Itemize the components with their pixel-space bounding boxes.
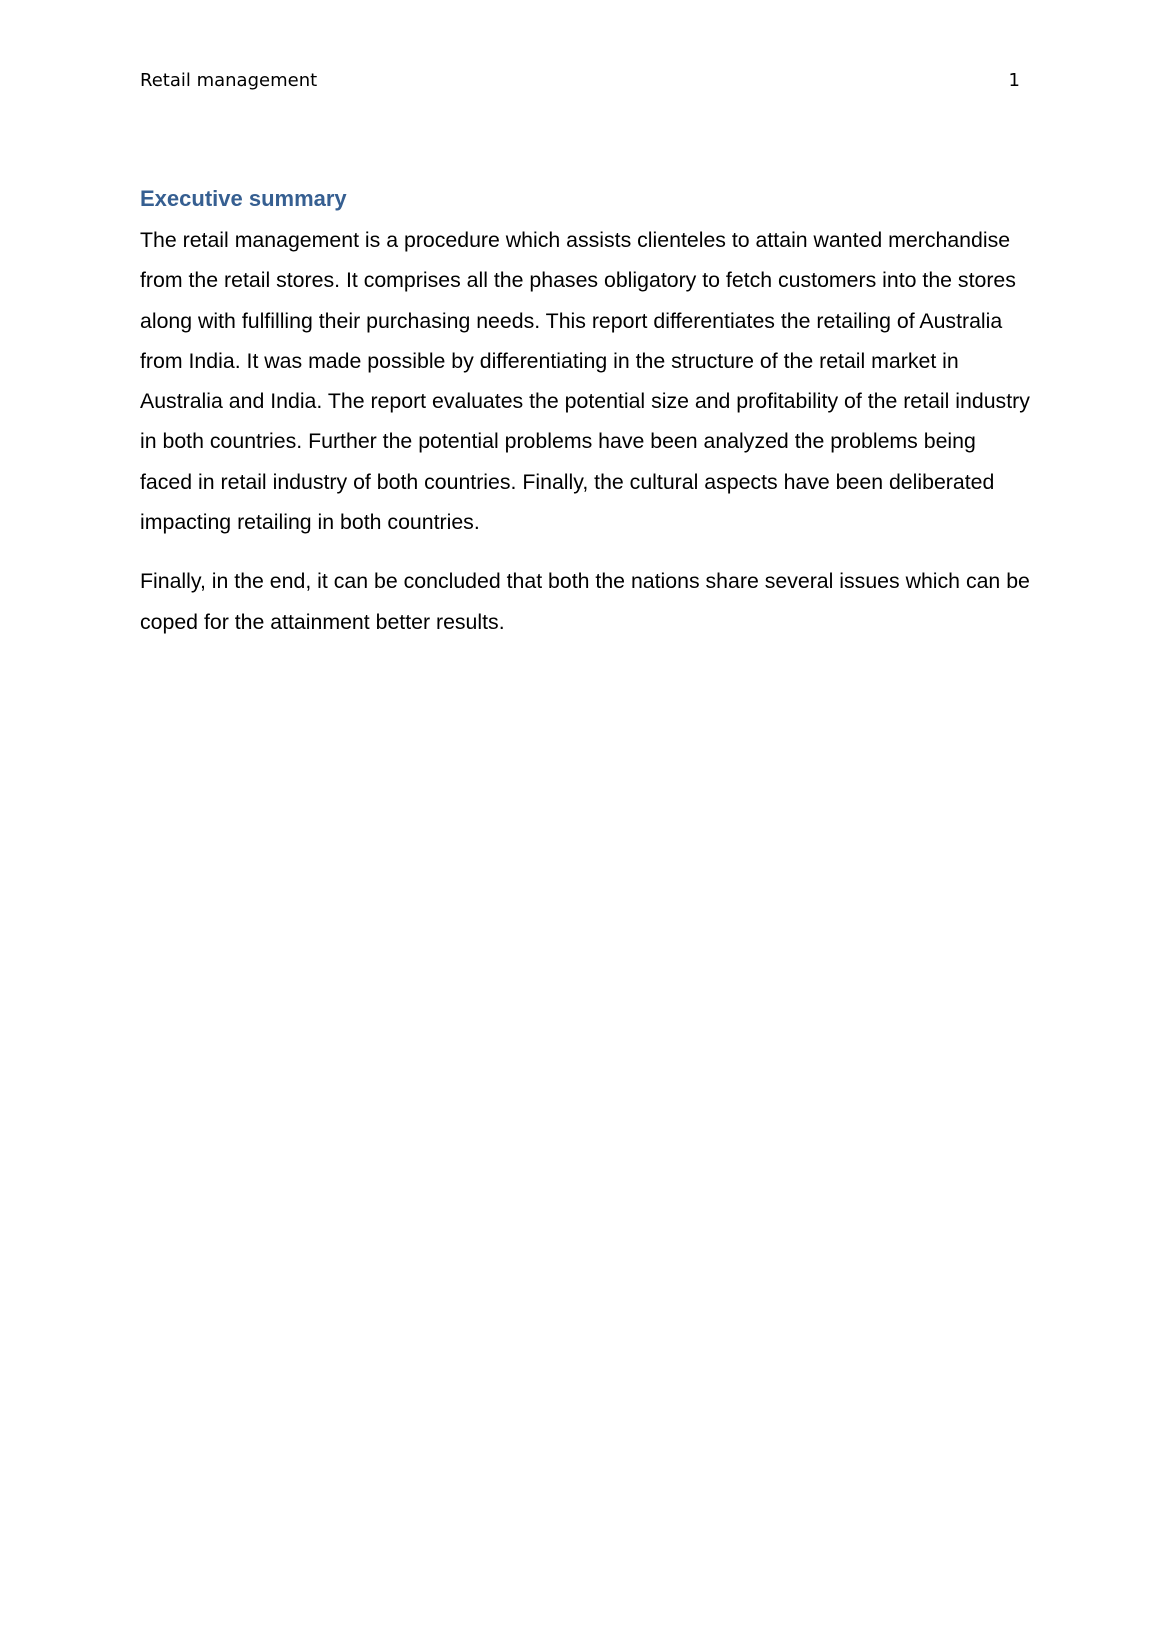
page-number: 1 (1008, 70, 1020, 91)
page-header (140, 70, 1020, 94)
section-heading: Executive summary (140, 186, 347, 211)
body-paragraph-2: Finally, in the end, it can be concluded that both the nations share several issues which can be coped for the attainment better results. (140, 569, 1030, 634)
running-title: Retail management (140, 70, 318, 91)
main-content (140, 184, 1030, 642)
body-paragraph-1: The retail management is a procedure which assists clienteles to attain wanted merchandise from the retail stores. It comprises all the phases obligatory to fetch customers into the stores along with fulfilling their purchasing needs. This report differentiates the retailing of Australia from India. It was made possible by differentiating in the structure of the retail market in Australia and India. The report evaluates the potential size and profitability of the retail industry in both countries. Further the potential problems have been analyzed the problems being faced in retail industry of both countries. Finally, the cultural aspects have been deliberated impacting retailing in both countries. (140, 228, 1030, 535)
